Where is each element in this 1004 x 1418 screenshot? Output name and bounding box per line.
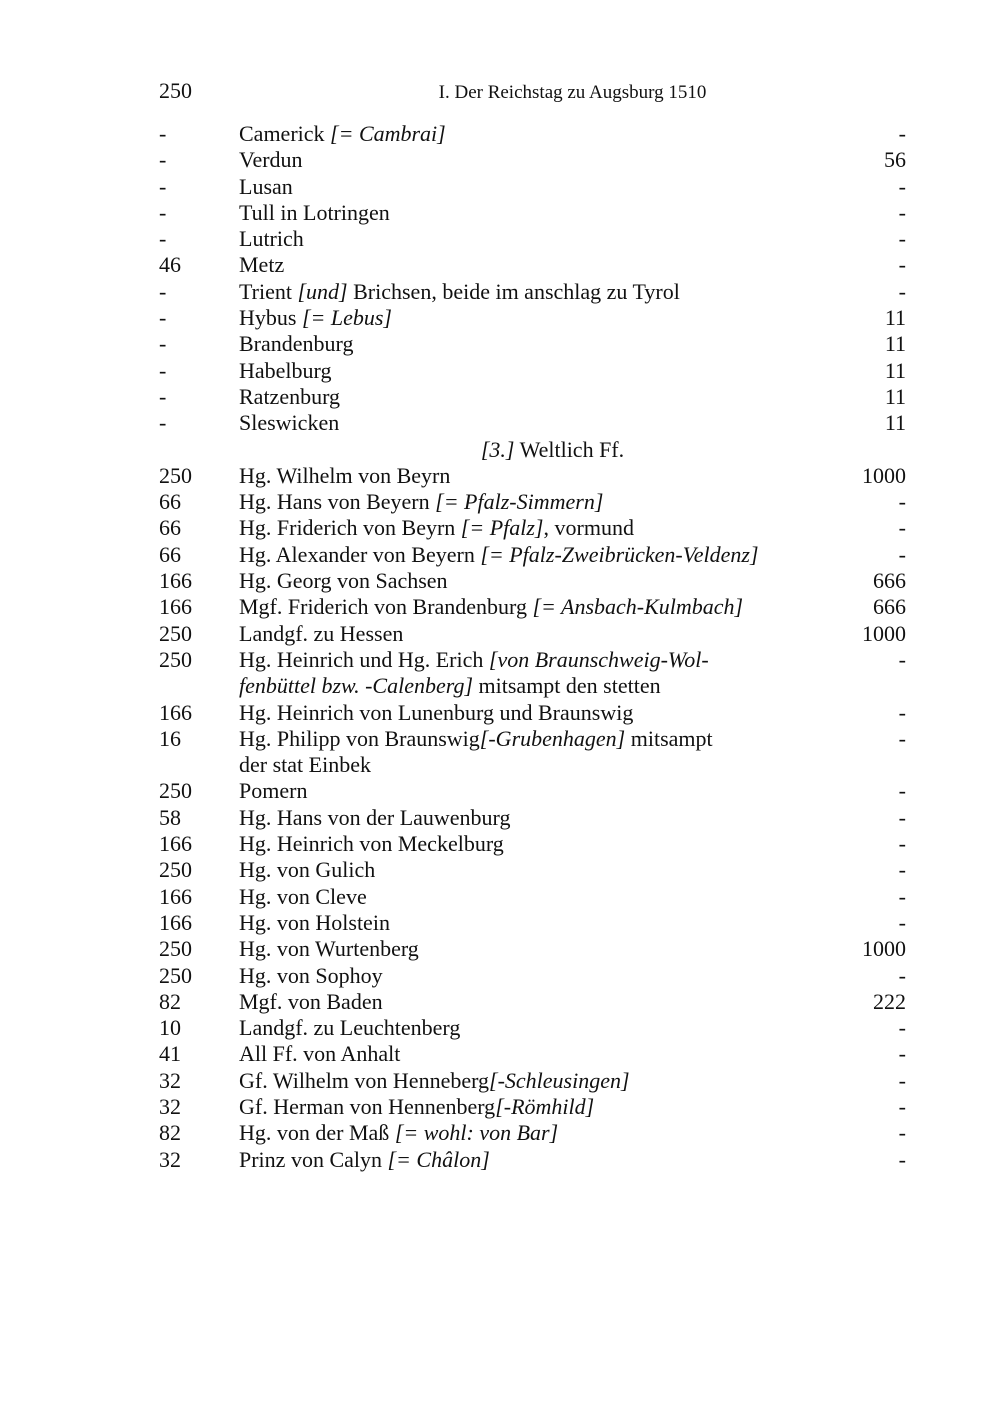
editorial-note: [= Châlon]	[387, 1146, 490, 1172]
running-title: I. Der Reichstag zu Augsburg 1510	[438, 82, 707, 103]
right-amount: -	[898, 831, 906, 857]
editorial-note: [= Ansbach-Kulmbach]	[532, 594, 744, 620]
left-amount: -	[159, 199, 167, 225]
left-amount: 250	[159, 936, 192, 962]
left-amount: -	[159, 147, 167, 173]
table-row	[159, 252, 906, 278]
estate-name	[239, 463, 806, 489]
estate-name	[239, 910, 806, 936]
left-amount: 166	[159, 594, 192, 620]
entry-text: Tull in Lotringen	[239, 199, 390, 225]
estate-name	[239, 857, 806, 883]
entry-text: Brichsen, beide im anschlag zu Tyrol	[347, 278, 680, 304]
right-amount: -	[898, 778, 906, 804]
right-amount: -	[898, 1093, 906, 1119]
right-amount: -	[898, 278, 906, 304]
table-row	[159, 963, 906, 989]
estate-name	[239, 726, 806, 779]
page-header	[159, 78, 906, 108]
right-amount: -	[898, 515, 906, 541]
table-row	[159, 621, 906, 647]
right-amount: 11	[884, 305, 906, 331]
table-row	[159, 463, 906, 489]
entry-text: Hg. von Cleve	[239, 883, 367, 909]
left-amount: 166	[159, 883, 192, 909]
table-row	[159, 778, 906, 804]
editorial-note: [von Braunschweig-Wol-	[488, 646, 709, 672]
left-amount: 250	[159, 462, 192, 488]
estate-name	[239, 831, 806, 857]
left-amount: -	[159, 357, 167, 383]
entry-text: Hg. von Sophoy	[239, 962, 383, 988]
entry-text: Hg. von Gulich	[239, 857, 376, 883]
entry-text: Hg. von Wurtenberg	[239, 936, 419, 962]
left-amount: -	[159, 121, 167, 146]
table-row	[159, 568, 906, 594]
entry-text: Metz	[239, 252, 285, 278]
right-amount: -	[898, 1146, 906, 1172]
entry-text: Hybus	[239, 305, 302, 331]
left-amount: -	[159, 305, 167, 331]
left-amount: 82	[159, 1120, 181, 1146]
table-row	[159, 936, 906, 962]
right-amount: -	[898, 252, 906, 278]
estate-name	[239, 594, 806, 620]
right-amount: -	[898, 489, 906, 515]
editorial-note: [-Römhild]	[495, 1093, 595, 1119]
left-amount: 58	[159, 804, 181, 830]
table-row	[159, 200, 906, 226]
estate-name	[239, 568, 806, 594]
estate-name	[239, 884, 806, 910]
editorial-note: [= Cambrai]	[330, 121, 446, 146]
left-amount: 10	[159, 1015, 181, 1041]
estate-name	[239, 805, 806, 831]
right-amount: -	[898, 1015, 906, 1041]
left-amount: 41	[159, 1041, 181, 1067]
left-amount: 32	[159, 1146, 181, 1172]
entry-text: Hg. Wilhelm von Beyrn	[239, 462, 451, 488]
editorial-note: [= wohl: von Bar]	[394, 1120, 559, 1146]
right-amount: -	[898, 962, 906, 988]
left-amount: 46	[159, 252, 181, 278]
entry-text: Hg. Hans von der Lauwenburg	[239, 804, 511, 830]
editorial-note: [3.]	[480, 436, 515, 462]
estate-name	[239, 358, 806, 384]
right-amount: -	[898, 1041, 906, 1067]
left-amount: 250	[159, 620, 192, 646]
entry-text: Hg. von der Maß	[239, 1120, 395, 1146]
table-row	[159, 174, 906, 200]
table-row	[159, 1068, 906, 1094]
estate-name	[239, 778, 806, 804]
table-row	[159, 857, 906, 883]
table-row	[159, 726, 906, 779]
table-row	[159, 910, 906, 936]
right-amount: 56	[884, 147, 906, 173]
right-amount: 11	[884, 383, 906, 409]
entry-text: Hg. Friderich von Beyrn	[239, 515, 461, 541]
editorial-note: [= Pfalz-Simmern]	[435, 489, 604, 515]
estate-name	[239, 647, 806, 700]
entry-text: Hg. Hans von Beyern	[239, 489, 436, 515]
entry-text: Gf. Wilhelm von Henneberg	[239, 1067, 490, 1093]
entry-text: Hg. Georg von Sachsen	[239, 568, 448, 594]
estate-name	[239, 515, 806, 541]
right-amount: -	[898, 804, 906, 830]
editorial-note: [-Grubenhagen]	[479, 725, 626, 751]
left-amount: 166	[159, 831, 192, 857]
entry-text: Pomern	[239, 778, 308, 804]
left-amount: 66	[159, 541, 181, 567]
table-row	[159, 542, 906, 568]
right-amount: 11	[884, 357, 906, 383]
right-amount: 222	[873, 988, 906, 1014]
estate-name	[239, 542, 806, 568]
entry-text: Hg. von Holstein	[239, 909, 390, 935]
left-amount: 32	[159, 1093, 181, 1119]
estate-name	[239, 1041, 806, 1067]
table-row	[159, 489, 906, 515]
table-row	[159, 989, 906, 1015]
table-row	[159, 410, 906, 436]
right-amount: -	[898, 199, 906, 225]
editorial-note: [= Lebus]	[301, 305, 392, 331]
left-amount: 166	[159, 568, 192, 594]
estate-name	[239, 331, 806, 357]
page-number: 250	[159, 78, 192, 103]
entry-text: Camerick	[239, 121, 331, 146]
entry-text: Landgf. zu Leuchtenberg	[239, 1015, 461, 1041]
left-amount: 166	[159, 909, 192, 935]
left-amount: -	[159, 173, 167, 199]
right-amount: -	[898, 226, 906, 252]
entry-text: Brandenburg	[239, 331, 354, 357]
left-amount: 250	[159, 778, 192, 804]
right-amount: -	[898, 646, 906, 672]
entry-text: Hg. Heinrich und Hg. Erich	[239, 646, 489, 672]
estate-name	[239, 305, 806, 331]
left-amount: -	[159, 410, 167, 436]
table-row	[159, 1094, 906, 1120]
table-row	[159, 305, 906, 331]
estate-name	[239, 384, 806, 410]
editorial-note: [= Pfalz-Zweibrücken-Veldenz]	[480, 541, 759, 567]
table-row	[159, 1015, 906, 1041]
estate-name	[239, 252, 806, 278]
right-amount: -	[898, 541, 906, 567]
table-row	[159, 358, 906, 384]
estate-name	[239, 1120, 806, 1146]
table-row	[159, 515, 906, 541]
estate-name	[239, 1015, 806, 1041]
estate-name	[239, 1068, 806, 1094]
left-amount: 250	[159, 646, 192, 672]
estate-name	[239, 963, 806, 989]
editorial-note: [-Schleusingen]	[489, 1067, 630, 1093]
entry-text: Ratzenburg	[239, 383, 341, 409]
entry-text: Trient	[239, 278, 298, 304]
right-amount: -	[898, 121, 906, 146]
estate-name	[239, 1147, 806, 1173]
assessment-table	[159, 121, 906, 1173]
entry-text: Landgf. zu Hessen	[239, 620, 404, 646]
left-amount: 66	[159, 515, 181, 541]
entry-text: , vormund	[543, 515, 634, 541]
estate-name	[239, 700, 806, 726]
right-amount: 1000	[862, 936, 906, 962]
right-amount: 1000	[862, 620, 906, 646]
estate-name	[239, 226, 806, 252]
entry-text: mitsampt den stetten	[473, 673, 661, 699]
left-amount: 82	[159, 988, 181, 1014]
table-row	[159, 647, 906, 700]
entry-text: Lusan	[239, 173, 293, 199]
entry-text: Hg. Alexander von Beyern	[239, 541, 481, 567]
right-amount: -	[898, 173, 906, 199]
entry-text: der stat Einbek	[239, 752, 371, 778]
entry-text: Hg. Heinrich von Meckelburg	[239, 831, 504, 857]
estate-name	[239, 936, 806, 962]
left-amount: -	[159, 226, 167, 252]
estate-name	[239, 200, 806, 226]
entry-text: Mgf. von Baden	[239, 988, 383, 1014]
section-title	[159, 437, 906, 463]
table-row	[159, 226, 906, 252]
table-row	[159, 1147, 906, 1173]
entry-text: Sleswicken	[239, 410, 340, 436]
left-amount: 250	[159, 962, 192, 988]
entry-text: mitsampt	[625, 725, 713, 751]
estate-name	[239, 1094, 806, 1120]
left-amount: -	[159, 331, 167, 357]
entry-text: Verdun	[239, 147, 303, 173]
estate-name	[239, 621, 806, 647]
table-row	[159, 121, 906, 147]
right-amount: -	[898, 857, 906, 883]
left-amount: 166	[159, 699, 192, 725]
entry-text: Habelburg	[239, 357, 332, 383]
table-row	[159, 1041, 906, 1067]
right-amount: -	[898, 699, 906, 725]
estate-name	[239, 174, 806, 200]
entry-text: Prinz von Calyn	[239, 1146, 388, 1172]
entry-text: Gf. Herman von Hennenberg	[239, 1093, 496, 1119]
right-amount: 1000	[862, 462, 906, 488]
right-amount: 666	[873, 594, 906, 620]
estate-name	[239, 410, 806, 436]
left-amount: 32	[159, 1067, 181, 1093]
estate-name	[239, 279, 806, 305]
right-amount: -	[898, 1067, 906, 1093]
editorial-note: [und]	[297, 278, 348, 304]
editorial-note: fenbüttel bzw. -Calenberg]	[239, 673, 474, 699]
entry-text: All Ff. von Anhalt	[239, 1041, 401, 1067]
left-amount: 16	[159, 725, 181, 751]
entry-text: Hg. Philipp von Braunswig	[239, 725, 480, 751]
table-row	[159, 805, 906, 831]
right-amount: -	[898, 883, 906, 909]
table-row	[159, 594, 906, 620]
table-row	[159, 279, 906, 305]
right-amount: -	[898, 1120, 906, 1146]
estate-name	[239, 489, 806, 515]
table-row	[159, 700, 906, 726]
table-row	[159, 1120, 906, 1146]
estate-name	[239, 989, 806, 1015]
estate-name	[239, 147, 806, 173]
table-row	[159, 147, 906, 173]
table-row	[159, 884, 906, 910]
table-row	[159, 384, 906, 410]
entry-text: Lutrich	[239, 226, 304, 252]
table-row	[159, 331, 906, 357]
entry-text: Weltlich Ff.	[514, 436, 625, 462]
right-amount: -	[898, 909, 906, 935]
left-amount: -	[159, 278, 167, 304]
right-amount: 666	[873, 568, 906, 594]
left-amount: 250	[159, 857, 192, 883]
section-heading	[159, 437, 906, 463]
estate-name	[239, 121, 806, 147]
right-amount: -	[898, 725, 906, 751]
entry-text: Hg. Heinrich von Lunenburg und Braunswig	[239, 699, 634, 725]
left-amount: -	[159, 383, 167, 409]
editorial-note: [= Pfalz]	[460, 515, 544, 541]
right-amount: 11	[884, 331, 906, 357]
right-amount: 11	[884, 410, 906, 436]
entry-text: Mgf. Friderich von Brandenburg	[239, 594, 533, 620]
left-amount: 66	[159, 489, 181, 515]
table-row	[159, 831, 906, 857]
